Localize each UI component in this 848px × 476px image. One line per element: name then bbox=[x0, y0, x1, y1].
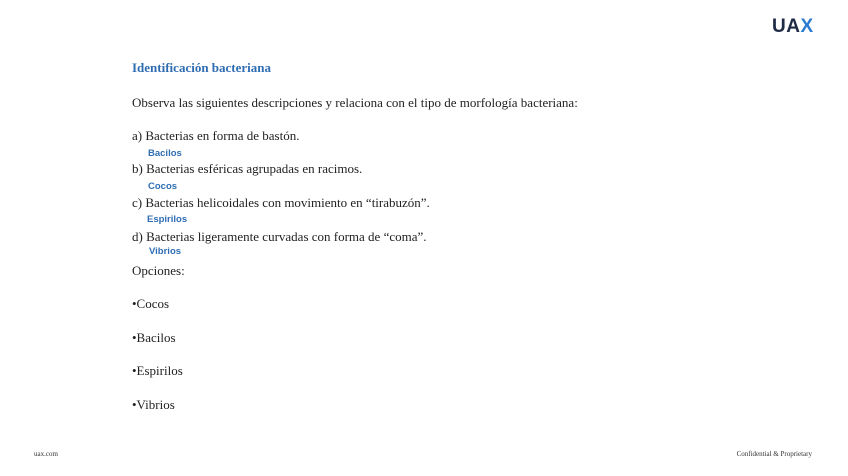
item-a-answer[interactable]: Bacilos bbox=[148, 148, 182, 159]
uax-logo bbox=[772, 16, 814, 38]
option-item: •Vibrios bbox=[132, 397, 175, 412]
options-label: Opciones: bbox=[132, 263, 185, 278]
logo-accent: X bbox=[800, 16, 814, 37]
option-item: •Cocos bbox=[132, 296, 170, 311]
footer-confidential: Confidential & Proprietary bbox=[736, 450, 812, 458]
item-d-text: d) Bacterias ligeramente curvadas con forma de “coma”. bbox=[132, 229, 427, 244]
item-b-text: b) Bacterias esféricas agrupadas en racimos. bbox=[132, 161, 363, 176]
item-c-answer[interactable]: Espirilos bbox=[147, 214, 188, 225]
option-item: •Espirilos bbox=[132, 363, 183, 378]
instruction-text: Observa las siguientes descripciones y relaciona con el tipo de morfología bacteriana: bbox=[132, 95, 578, 110]
footer-website: uax.com bbox=[34, 450, 58, 458]
item-b-answer[interactable]: Cocos bbox=[148, 181, 178, 192]
item-a-text: a) Bacterias en forma de bastón. bbox=[132, 128, 300, 143]
page-title: Identificación bacteriana bbox=[132, 60, 272, 75]
option-item: •Bacilos bbox=[132, 330, 176, 345]
logo-main: UA bbox=[772, 16, 801, 37]
item-c-text: c) Bacterias helicoidales con movimiento en “tirabuzón”. bbox=[132, 195, 430, 210]
item-d-answer[interactable]: Vibrios bbox=[149, 246, 182, 257]
